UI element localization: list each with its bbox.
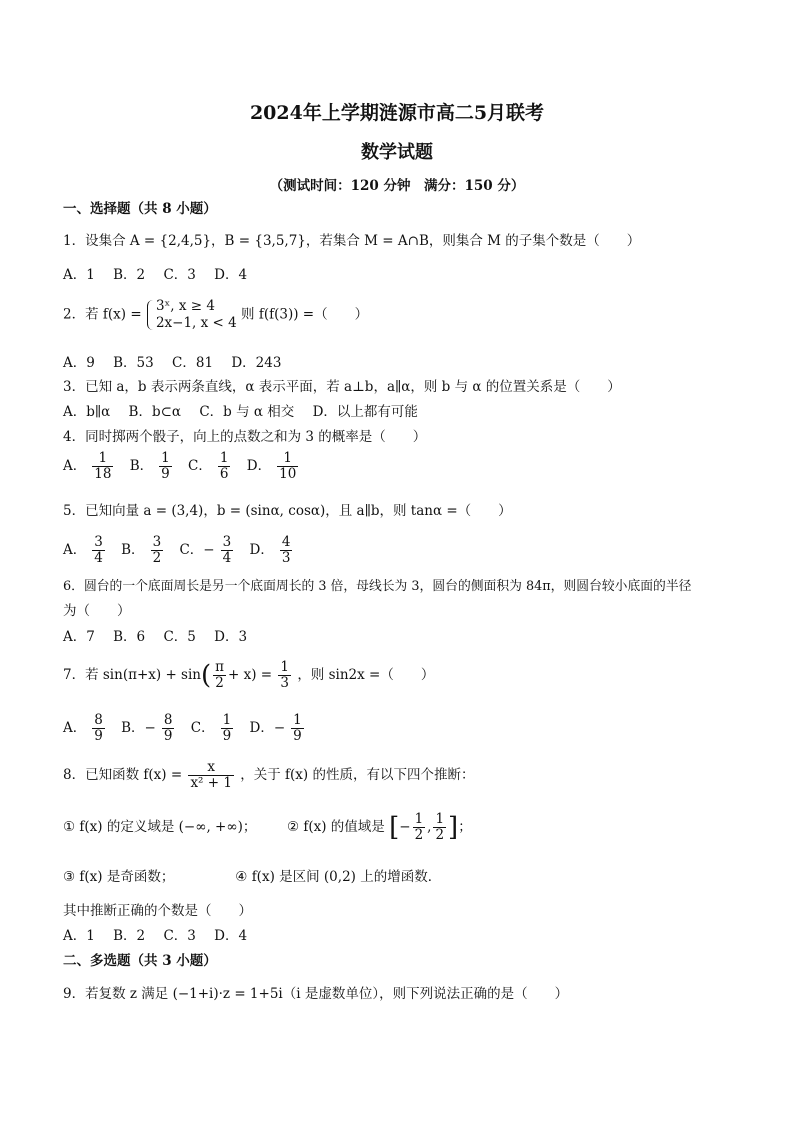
option-c: C．3 (163, 267, 196, 283)
option-b: B．53 (113, 355, 154, 371)
option-a: A．7 (63, 629, 95, 645)
q2-prefix: 2．若 f(x) = (63, 306, 142, 323)
premise-3: ③ f(x) 是奇函数； (63, 869, 175, 885)
question-1-stem: 1．设集合 A = {2,4,5}，B = {3,5,7}，若集合 M = A∩B，则集合 M 的子集个数是（ ） (63, 233, 641, 249)
option-d: D． $\frac{4}{3}$ (249, 534, 291, 566)
option-a: A．1 (63, 267, 95, 283)
option-b: B．b⊂α (128, 404, 182, 420)
option-b: B． $\frac{1}{9}$ (129, 450, 170, 482)
option-a: A． $\frac{8}{9}$ (63, 712, 103, 744)
question-6-stem-line-1: 6．圆台的一个底面周长是另一个底面周长的 3 倍，母线长为 3，圆台的侧面积为 84π，则圆台较小底面的半径 (63, 579, 692, 594)
option-d: D．以上都有可能 (312, 404, 418, 420)
option-d: D．243 (231, 355, 282, 371)
option-d: D．3 (214, 629, 248, 645)
question-8-stem: 8．已知函数 f(x) = $\frac{x}{\text{x² + 1}}$ ，关于 f(x) 的性质，有以下四个推断： (63, 759, 475, 791)
option-c: C． $\frac{1}{6}$ (188, 450, 229, 482)
question-4-stem: 4．同时掷两个骰子，向上的点数之和为 3 的概率是（ ） (63, 429, 427, 445)
option-d: D．4 (214, 267, 248, 283)
option-c: C．81 (172, 355, 214, 371)
question-9-stem: 9．若复数 z 满足 (−1+i)·z = 1+5i（i 是虚数单位），则下列说法正确的是（ ） (63, 986, 569, 1002)
exam-subtitle: 数学试题 (361, 142, 433, 163)
option-b: B．2 (113, 267, 146, 283)
q8-prefix: 8．已知函数 f(x) = (63, 767, 183, 783)
option-c: C．− $\frac{3}{4}$ (179, 534, 232, 566)
question-6-stem-line-2: 为（ ） (63, 603, 131, 619)
option-c: C． $\frac{1}{9}$ (190, 712, 232, 744)
option-a: A．b∥α (63, 404, 111, 420)
question-5-options (63, 535, 304, 566)
piecewise-function (146, 298, 237, 332)
question-3-options (63, 403, 432, 421)
option-d: D． $\frac{1}{10}$ (246, 450, 297, 482)
option-b: B． $\frac{3}{2}$ (121, 534, 162, 566)
option-c: C．5 (163, 629, 196, 645)
piece-case-1: 3ˣ, x ≥ 4 (155, 298, 215, 314)
section-heading-single-choice: 一、选择题（共 8 小题） (63, 201, 217, 217)
q8-suffix: ，关于 f(x) 的性质，有以下四个推断： (240, 767, 475, 783)
q7-suffix: ，则 sin2x =（ ） (297, 667, 435, 683)
section-heading-multi-choice: 二、多选题（共 3 小题） (63, 953, 217, 969)
question-3-stem: 3．已知 a，b 表示两条直线，α 表示平面，若 a⊥b，a∥α，则 b 与 α 的位置关系是（ ） (63, 379, 621, 395)
question-8-ask: 其中推断正确的个数是（ ） (63, 903, 252, 919)
question-1-options (63, 266, 261, 284)
option-a: A． $\frac{1}{18}$ (63, 450, 112, 482)
question-7-stem: 7．若 sin(π+x) + sin( $\frac{\pi}{2}$ + x) = $\frac{1}{3}$ ，则 sin2x =（ ） (63, 659, 435, 691)
question-4-options (63, 451, 310, 482)
q7-prefix: 7．若 sin(π+x) + sin (63, 667, 201, 683)
option-d: D．− $\frac{1}{9}$ (249, 712, 302, 744)
option-c: C．3 (163, 928, 196, 944)
option-c: C．b 与 α 相交 (199, 404, 295, 420)
option-a: A． $\frac{3}{4}$ (63, 534, 103, 566)
option-d: D．4 (214, 928, 248, 944)
option-b: B．2 (113, 928, 146, 944)
question-6-options (63, 628, 261, 646)
piece-case-2: 2x−1, x < 4 (155, 315, 237, 331)
question-2-options (63, 354, 295, 372)
question-2-stem (63, 298, 368, 332)
exam-meta: （测试时间：120 分钟 满分：150 分） (269, 178, 525, 194)
option-a: A．1 (63, 928, 95, 944)
premise-2-prefix: ② f(x) 的值域是 (286, 819, 385, 835)
question-7-options (63, 713, 316, 744)
question-5-stem: 5．已知向量 a = (3,4)，b = (sinα, cosα)，且 a∥b，则 tanα =（ ） (63, 503, 512, 519)
option-a: A．9 (63, 355, 95, 371)
q7-mid: + x) = (228, 667, 273, 683)
option-b: B．− $\frac{8}{9}$ (121, 712, 173, 744)
exam-title: 2024年上学期涟源市高二5月联考 (249, 102, 545, 124)
q2-suffix: 则 f(f(3)) =（ ） (241, 306, 369, 323)
option-b: B．6 (113, 629, 146, 645)
premise-1: ① f(x) 的定义域是 (−∞, +∞)； (63, 819, 257, 835)
q8-premise-1-and-2: ① f(x) 的定义域是 (−∞, +∞)； ② f(x) 的值域是 [− $\frac{1}{2}$ , $\frac{1}{2}$ ]； (63, 811, 472, 843)
q8-premise-3-and-4 (63, 868, 441, 886)
premise-4: ④ f(x) 是区间 (0,2) 上的增函数． (235, 869, 442, 885)
question-8-options (63, 927, 261, 945)
